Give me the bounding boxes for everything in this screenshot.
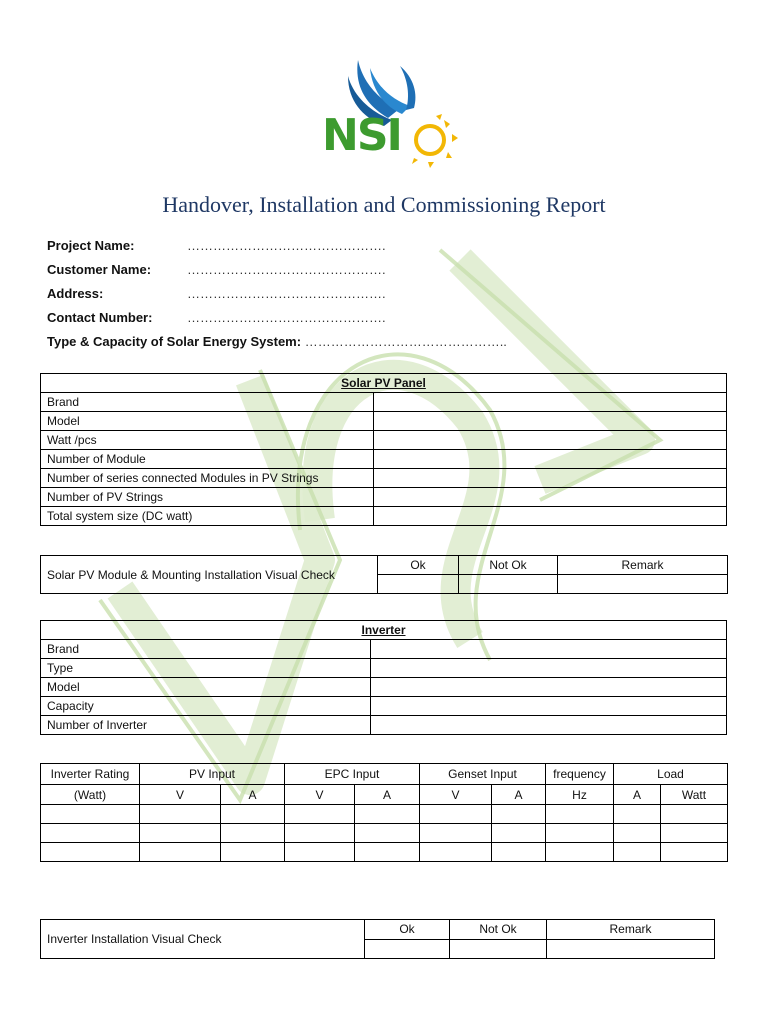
- table-row: [41, 469, 727, 488]
- cell[interactable]: [41, 843, 140, 862]
- cell[interactable]: [614, 824, 661, 843]
- sub-header: V: [420, 785, 492, 805]
- group-genset-input: Genset Input: [420, 764, 546, 785]
- cell[interactable]: [140, 824, 221, 843]
- not-ok-cell[interactable]: [459, 575, 558, 594]
- cell[interactable]: [285, 824, 355, 843]
- table-row: [41, 678, 727, 697]
- cell[interactable]: [661, 805, 728, 824]
- field-label: Type & Capacity of Solar Energy System:: [47, 334, 302, 349]
- value-cell[interactable]: [371, 678, 727, 697]
- group-load: Load: [614, 764, 728, 785]
- remark-cell[interactable]: [547, 939, 715, 959]
- logo-text: NSI: [322, 110, 401, 161]
- value-cell[interactable]: [371, 659, 727, 678]
- col-ok: Ok: [365, 920, 450, 940]
- ok-cell[interactable]: [378, 575, 459, 594]
- table-row: [41, 716, 727, 735]
- nsi-logo: [318, 58, 460, 178]
- field-dots: ……………………………………….: [187, 262, 386, 277]
- cell[interactable]: [546, 843, 614, 862]
- cell[interactable]: [285, 843, 355, 862]
- cell[interactable]: [492, 843, 546, 862]
- sub-header: A: [355, 785, 420, 805]
- solar-pv-panel-table: [40, 373, 727, 526]
- value-cell[interactable]: [374, 431, 727, 450]
- check-label: Inverter Installation Visual Check: [41, 920, 365, 959]
- cell[interactable]: [41, 824, 140, 843]
- row-label: Capacity: [41, 697, 371, 716]
- cell[interactable]: [420, 843, 492, 862]
- table-heading: Solar PV Panel: [41, 374, 727, 393]
- cell[interactable]: [420, 824, 492, 843]
- col-remark: Remark: [558, 556, 728, 575]
- sub-header: V: [285, 785, 355, 805]
- cell[interactable]: [221, 805, 285, 824]
- address-field[interactable]: [47, 282, 507, 306]
- table-row: [41, 488, 727, 507]
- field-label: Project Name:: [47, 238, 135, 253]
- module-visual-check-table: [40, 555, 728, 594]
- table-row: [41, 824, 728, 843]
- value-cell[interactable]: [371, 697, 727, 716]
- row-label: Number of Module: [41, 450, 374, 469]
- header-fields: [47, 234, 507, 354]
- cell[interactable]: [614, 805, 661, 824]
- col-not-ok: Not Ok: [450, 920, 547, 940]
- value-cell[interactable]: [371, 640, 727, 659]
- report-title: Handover, Installation and Commissioning Report: [162, 192, 606, 217]
- system-capacity-field[interactable]: [47, 330, 507, 354]
- row-label: Model: [41, 678, 371, 697]
- cell[interactable]: [661, 824, 728, 843]
- row-label: Watt /pcs: [41, 431, 374, 450]
- row-label: Brand: [41, 393, 374, 412]
- cell[interactable]: [492, 824, 546, 843]
- cell[interactable]: [546, 824, 614, 843]
- col-not-ok: Not Ok: [459, 556, 558, 575]
- sub-header: Watt: [661, 785, 728, 805]
- value-cell[interactable]: [374, 469, 727, 488]
- not-ok-cell[interactable]: [450, 939, 547, 959]
- table-row: [41, 659, 727, 678]
- sub-header: Hz: [546, 785, 614, 805]
- cell[interactable]: [355, 824, 420, 843]
- row-label: Model: [41, 412, 374, 431]
- table-row: [41, 431, 727, 450]
- field-dots: ……………………………………….: [187, 238, 386, 253]
- table-row: [41, 697, 727, 716]
- row-label: Total system size (DC watt): [41, 507, 374, 526]
- row-label: Number of series connected Modules in PV Strings: [41, 469, 374, 488]
- value-cell[interactable]: [374, 412, 727, 431]
- check-label: Solar PV Module & Mounting Installation Visual Check: [41, 556, 378, 594]
- cell[interactable]: [546, 805, 614, 824]
- table-row: [41, 843, 728, 862]
- inverter-table: [40, 620, 727, 735]
- cell[interactable]: [661, 843, 728, 862]
- table-row: [41, 805, 728, 824]
- value-cell[interactable]: [374, 393, 727, 412]
- cell[interactable]: [420, 805, 492, 824]
- table-row: [41, 507, 727, 526]
- row-label: Brand: [41, 640, 371, 659]
- sub-header: A: [614, 785, 661, 805]
- sub-header: V: [140, 785, 221, 805]
- value-cell[interactable]: [374, 488, 727, 507]
- contact-number-field[interactable]: [47, 306, 507, 330]
- table-row: [41, 393, 727, 412]
- group-epc-input: EPC Input: [285, 764, 420, 785]
- cell[interactable]: [355, 843, 420, 862]
- rating-label: Inverter Rating: [41, 764, 140, 785]
- sub-header: A: [221, 785, 285, 805]
- rating-unit: (Watt): [41, 785, 140, 805]
- group-frequency: frequency: [546, 764, 614, 785]
- value-cell[interactable]: [371, 716, 727, 735]
- table-row: [41, 450, 727, 469]
- field-dots: ……………………………………….: [187, 286, 386, 301]
- field-label: Customer Name:: [47, 262, 152, 277]
- cell[interactable]: [492, 805, 546, 824]
- field-dots: ……………………………………….: [187, 310, 386, 325]
- row-label: Number of PV Strings: [41, 488, 374, 507]
- field-dots: ………………………………………..: [304, 334, 507, 349]
- value-cell[interactable]: [374, 507, 727, 526]
- col-remark: Remark: [547, 920, 715, 940]
- row-label: Number of Inverter: [41, 716, 371, 735]
- cell[interactable]: [41, 805, 140, 824]
- cell[interactable]: [285, 805, 355, 824]
- col-ok: Ok: [378, 556, 459, 575]
- cell[interactable]: [140, 843, 221, 862]
- inverter-rating-table: [40, 763, 728, 862]
- field-label: Address:: [47, 286, 104, 301]
- row-label: Type: [41, 659, 371, 678]
- project-name-field[interactable]: [47, 234, 507, 258]
- cell[interactable]: [355, 805, 420, 824]
- customer-name-field[interactable]: [47, 258, 507, 282]
- cell[interactable]: [614, 843, 661, 862]
- cell[interactable]: [221, 843, 285, 862]
- value-cell[interactable]: [374, 450, 727, 469]
- field-label: Contact Number:: [47, 310, 153, 325]
- remark-cell[interactable]: [558, 575, 728, 594]
- cell[interactable]: [140, 805, 221, 824]
- table-row: [41, 412, 727, 431]
- sub-header: A: [492, 785, 546, 805]
- group-pv-input: PV Input: [140, 764, 285, 785]
- table-row: [41, 640, 727, 659]
- ok-cell[interactable]: [365, 939, 450, 959]
- inverter-visual-check-table: [40, 919, 715, 959]
- cell[interactable]: [221, 824, 285, 843]
- table-heading: Inverter: [41, 621, 727, 640]
